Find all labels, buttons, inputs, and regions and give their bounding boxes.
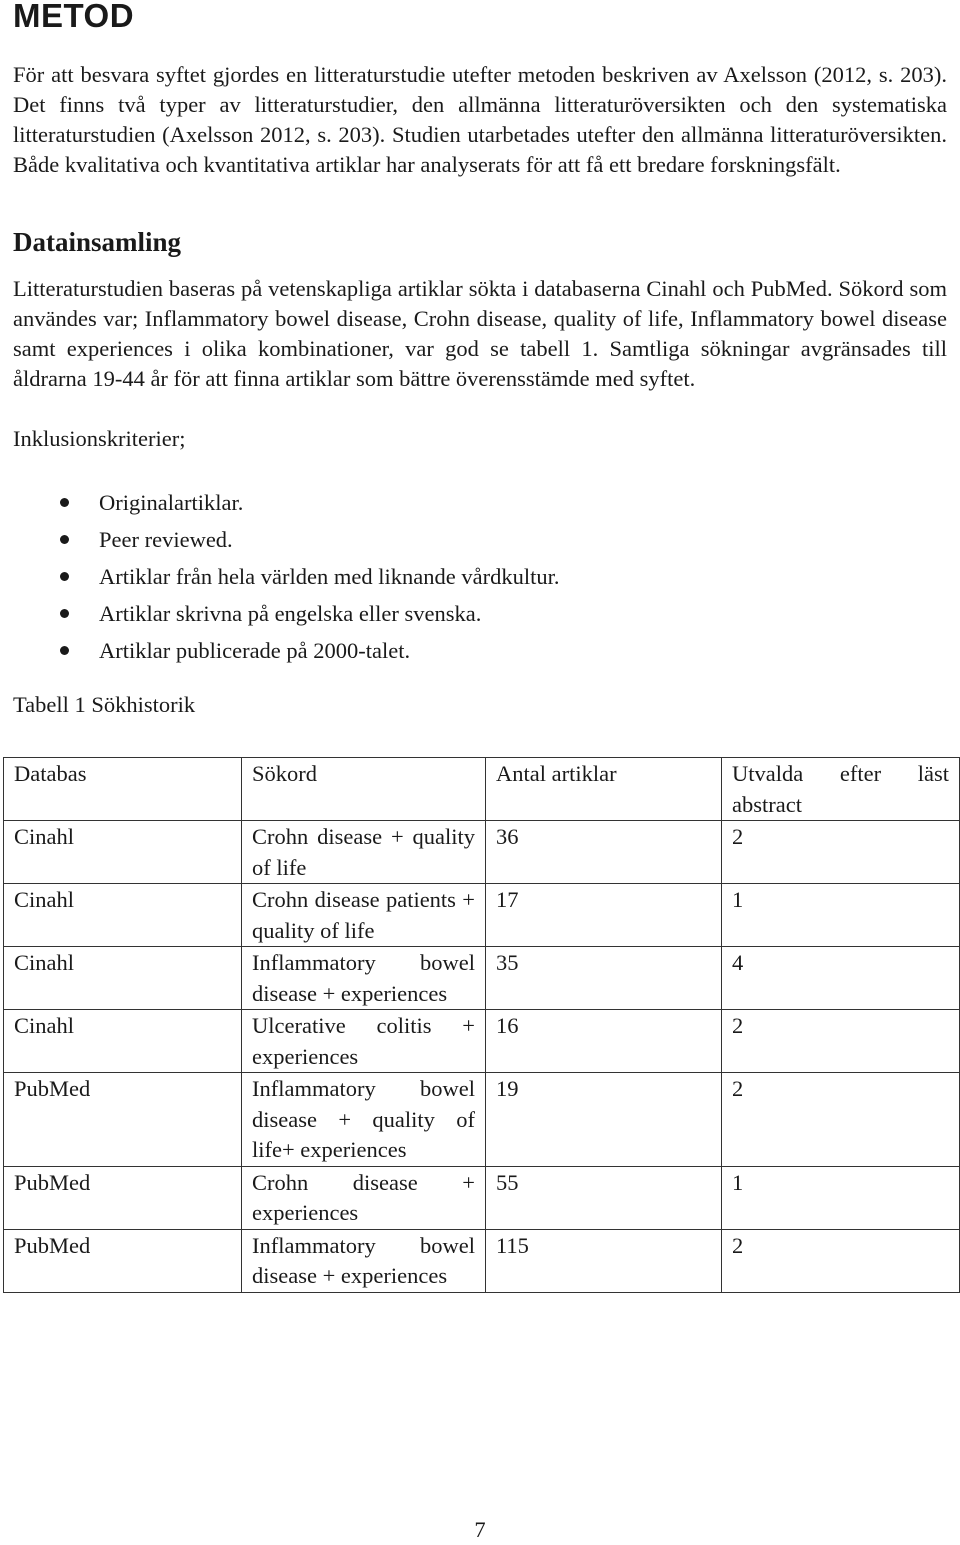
header-cell: Databas — [4, 758, 242, 821]
page-number: 7 — [474, 1517, 486, 1542]
inclusion-criteria-label: Inklusionskriterier; — [13, 426, 186, 451]
search-terms-cell: Crohn disease + experiences — [242, 1166, 486, 1229]
criteria-item-text: Peer reviewed. — [99, 527, 233, 552]
database-cell: PubMed — [4, 1166, 242, 1229]
database-cell: Cinahl — [4, 884, 242, 947]
intro-paragraph: För att besvara syftet gjordes en litteraturstudie utefter metoden beskriven av Axelsson (2012, s. 203). Det finns två typer av litteraturstudier, den allmänna litteraturöversikten och den systematiska litteraturstudien (Axelsson 2012, s. 203). Studien utarbetades utefter den allmänna litteraturöversikten. Både kvalitativa och kvantitativa artiklar har analyserats för att få ett bredare forskningsfält. — [13, 62, 947, 177]
database-cell: Cinahl — [4, 1010, 242, 1073]
article-count-cell: 55 — [486, 1166, 722, 1229]
table-row — [4, 1229, 960, 1292]
selected-count-cell: 2 — [722, 821, 960, 884]
inclusion-criteria-list — [0, 484, 559, 669]
database-cell: Cinahl — [4, 947, 242, 1010]
search-terms-cell: Ulcerative colitis + experiences — [242, 1010, 486, 1073]
bullet-icon — [60, 646, 69, 655]
selected-count-cell: 1 — [722, 884, 960, 947]
criteria-item-text: Artiklar skrivna på engelska eller svenska. — [99, 601, 482, 626]
criteria-item-text: Artiklar från hela världen med liknande vårdkultur. — [99, 564, 560, 589]
selected-count-cell: 2 — [722, 1010, 960, 1073]
search-terms-cell: Crohn disease patients + quality of life — [242, 884, 486, 947]
criteria-item-text: Artiklar publicerade på 2000-talet. — [99, 638, 411, 663]
database-cell: PubMed — [4, 1073, 242, 1167]
search-terms-cell: Inflammatory bowel disease + quality of life+ experiences — [242, 1073, 486, 1167]
header-cell: Antal artiklar — [486, 758, 722, 821]
bullet-icon — [60, 572, 69, 581]
database-cell: Cinahl — [4, 821, 242, 884]
selected-count-cell: 2 — [722, 1229, 960, 1292]
selected-count-cell: 1 — [722, 1166, 960, 1229]
header-cell: Sökord — [242, 758, 486, 821]
bullet-icon — [60, 535, 69, 544]
criteria-item — [0, 484, 559, 521]
table-row — [4, 821, 960, 884]
search-terms-cell: Inflammatory bowel disease + experiences — [242, 1229, 486, 1292]
criteria-item — [0, 521, 559, 558]
article-count-cell: 16 — [486, 1010, 722, 1073]
article-count-cell: 115 — [486, 1229, 722, 1292]
database-cell: PubMed — [4, 1229, 242, 1292]
criteria-item — [0, 558, 559, 595]
search-terms-cell: Crohn disease + quality of life — [242, 821, 486, 884]
data-collection-paragraph: Litteraturstudien baseras på vetenskapliga artiklar sökta i databaserna Cinahl och PubMed. Sökord som användes var; Inflammatory bowel disease, Crohn disease, quality of life, Inflammatory bowel disease samt experiences i olika kombinationer, var god se tabell 1. Samtliga sökningar avgränsades till åldrarna 19-44 år för att finna artiklar som bättre överensstämde med syftet. — [13, 276, 947, 391]
table-row — [4, 1073, 960, 1167]
article-count-cell: 35 — [486, 947, 722, 1010]
bullet-icon — [60, 498, 69, 507]
criteria-item — [0, 632, 559, 669]
subsection-heading: Datainsamling — [13, 227, 182, 257]
selected-count-cell: 2 — [722, 1073, 960, 1167]
search-history-table — [3, 757, 960, 1293]
table-row — [4, 1166, 960, 1229]
article-count-cell: 17 — [486, 884, 722, 947]
table-header-row — [4, 758, 960, 821]
table-row — [4, 947, 960, 1010]
article-count-cell: 19 — [486, 1073, 722, 1167]
table-row — [4, 884, 960, 947]
search-terms-cell: Inflammatory bowel disease + experiences — [242, 947, 486, 1010]
article-count-cell: 36 — [486, 821, 722, 884]
criteria-item-text: Originalartiklar. — [99, 490, 244, 515]
bullet-icon — [60, 609, 69, 618]
header-cell: Utvalda efter läst abstract — [722, 758, 960, 821]
selected-count-cell: 4 — [722, 947, 960, 1010]
table-row — [4, 1010, 960, 1073]
table-caption: Tabell 1 Sökhistorik — [13, 692, 196, 717]
section-heading: METOD — [13, 0, 135, 34]
criteria-item — [0, 595, 559, 632]
